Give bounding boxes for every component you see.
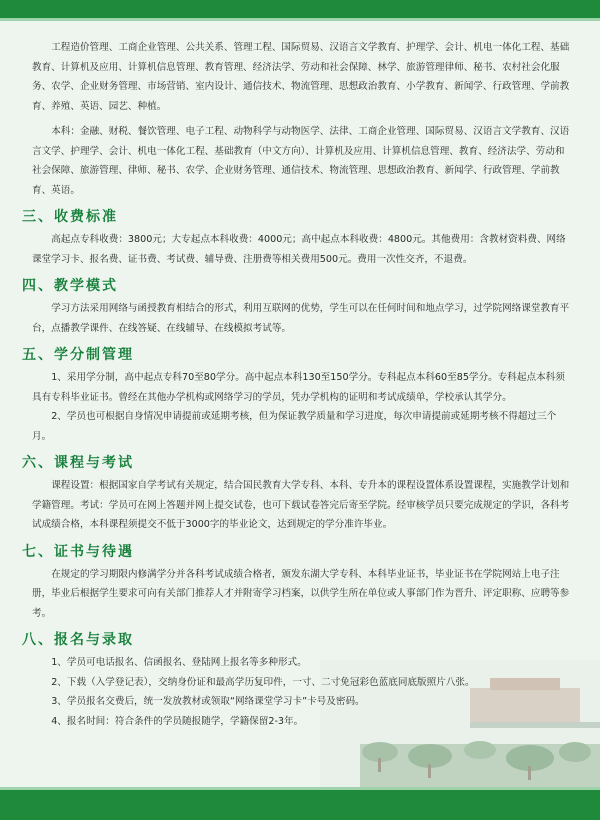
top-green-band bbox=[0, 0, 600, 18]
enrollment-item-3: 3、学员报名交费后，统一发放教材或领取“网络课堂学习卡”卡号及密码。 bbox=[51, 696, 365, 707]
section-heading-fees: 三、收费标准 bbox=[22, 209, 118, 225]
fees-paragraph: 高起点专科收费：3800元；大专起点本科收费：4000元；高中起点本科收费：4800元。其他费用：含教材资料费、网络课堂学习卡、报名费、证书费、考试费、辅导费、注册费等相关费用500元。费用一次性交齐，不退费。 bbox=[32, 234, 566, 265]
teaching-mode-paragraph: 学习方法采用网络与函授教育相结合的形式，利用互联网的优势，学生可以在任何时间和地点学习，过学院网络课堂教育平台，点播教学课件、在线答疑、在线辅导、在线模拟考试等。 bbox=[32, 303, 570, 334]
majors-zhuanke-paragraph: 工程造价管理、工商企业管理、公共关系、管理工程、国际贸易、汉语言文学教育、护理学、会计、机电一体化工程、基础教育、计算机及应用、计算机信息管理、教育管理、经济法学、劳动和社会保障、林学、旅游管理律师、秘书、农村社会化服务、农学、企业财务管理、市场营销、室内设计、通信技术、物流管理、思想政治教育、小学教育、新闻学、行政管理、学前教育、养殖、英语、园艺、种植。 bbox=[32, 42, 570, 112]
courses-exams-paragraph: 课程设置：根据国家自学考试有关规定，结合国民教育大学专科、本科、专升本的课程设置体系设置课程，实施教学计划和学籍管理。考试：学员可在网上答题并网上提交试卷，也可下载试卷答完后寄至学院。经审核学员只要完成规定的学识，各科考试成绩合格，本科课程须提交不低于3000字的毕业论文，达到规定的学分准许毕业。 bbox=[32, 480, 570, 530]
enrollment-item-4: 4、报名时间：符合条件的学员随报随学，学籍保留2-3年。 bbox=[51, 715, 304, 727]
document-body bbox=[22, 38, 572, 731]
enrollment-item-2: 2、下载（入学登记表），交纳身份证和最高学历复印件，一寸、二寸免冠彩色蓝底同底版照片八张。 bbox=[51, 676, 475, 688]
section-heading-teaching-mode: 四、教学模式 bbox=[22, 278, 118, 294]
section-heading-courses-exams: 六、课程与考试 bbox=[22, 455, 134, 471]
credit-system-item-2: 2、学员也可根据自身情况申请提前或延期考核，但为保证教学质量和学习进度，每次申请提前或延期考核不得超过三个月。 bbox=[32, 411, 557, 442]
majors-benke-paragraph: 本科：金融、财税、餐饮管理、电子工程、动物科学与动物医学、法律、工商企业管理、国际贸易、汉语言文学教育、汉语言文学、护理学、会计、机电一体化工程、基础教育（中文方向）、计算机及应用、计算机信息管理、教育、经济法学、劳动和社会保障、旅游管理、律师、秘书、农学、企业财务管理、通信技术、物流管理、思想政治教育、新闻学、行政管理、学前教育、英语。 bbox=[32, 126, 570, 196]
section-heading-certificates: 七、证书与待遇 bbox=[22, 543, 134, 560]
certificates-paragraph: 在规定的学习期限内修满学分并各科考试成绩合格者，颁发东湖大学专科、本科毕业证书，毕业证书在学院网站上电子注册，毕业后根据学生要求可向有关部门推荐人才并附寄学习档案，以供学生所在单位或人事部门作为晋升、评定职称、应聘等参考。 bbox=[32, 568, 570, 619]
section-heading-credit-system: 五、学分制管理 bbox=[22, 347, 134, 363]
credit-system-item-1: 1、采用学分制，高中起点专科70至80学分。高中起点本科130至150学分。专科起点本科60至85学分。专科起点本科须具有专科毕业证书。曾经在其他办学机构或网络学习的学员，凭办学机构的证明和考试成绩单，学校承认其学分。 bbox=[32, 372, 565, 403]
enrollment-item-1: 1、学员可电话报名、信函报名、登陆网上报名等多种形式。 bbox=[51, 657, 307, 668]
bottom-green-band bbox=[0, 790, 600, 820]
section-heading-enrollment: 八、报名与录取 bbox=[22, 632, 134, 648]
